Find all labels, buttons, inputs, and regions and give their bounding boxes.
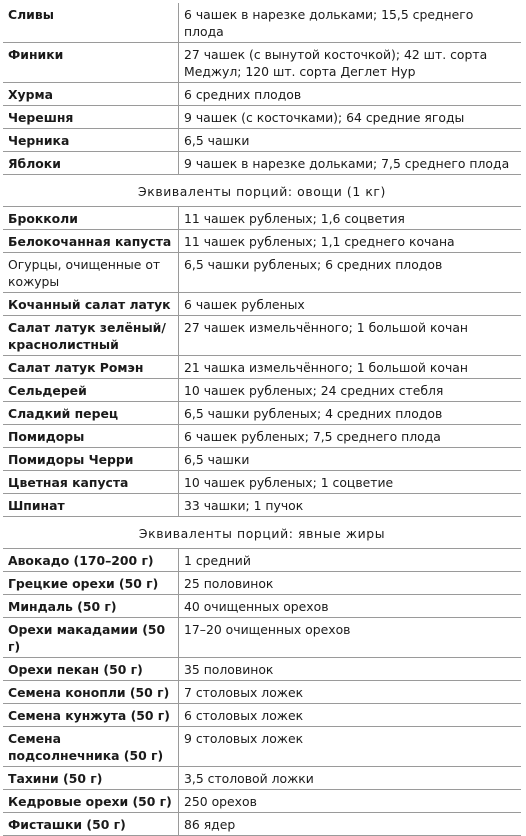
table-row <box>3 253 521 293</box>
item-amount-cell: 11 чашек рубленых; 1,6 соцветия <box>179 207 522 230</box>
table-row <box>3 790 521 813</box>
item-amount-cell: 250 орехов <box>179 790 522 813</box>
item-amount-cell: 27 чашек (с вынутой косточкой); 42 шт. сорта Меджул; 120 шт. сорта Деглет Нур <box>179 43 522 83</box>
item-amount-cell: 6 столовых ложек <box>179 704 522 727</box>
item-amount-cell: 6 чашек рубленых; 7,5 среднего плода <box>179 425 522 448</box>
item-name-cell: Сливы <box>3 3 179 43</box>
table-row <box>3 658 521 681</box>
item-amount-cell: 27 чашек измельчённого; 1 большой кочан <box>179 316 522 356</box>
item-amount-cell: 9 столовых ложек <box>179 727 522 767</box>
table-row <box>3 767 521 790</box>
section-header-row <box>3 175 521 207</box>
table-row <box>3 595 521 618</box>
item-name-cell: Семена кунжута (50 г) <box>3 704 179 727</box>
item-amount-cell: 11 чашек рубленых; 1,1 среднего кочана <box>179 230 522 253</box>
item-amount-cell: 25 половинок <box>179 572 522 595</box>
item-amount-cell: 6,5 чашки <box>179 129 522 152</box>
item-name-cell: Помидоры <box>3 425 179 448</box>
table-row <box>3 813 521 836</box>
item-name-cell: Финики <box>3 43 179 83</box>
item-name-cell: Орехи пекан (50 г) <box>3 658 179 681</box>
item-name-cell: Шпинат <box>3 494 179 517</box>
item-name-cell: Кедровые орехи (50 г) <box>3 790 179 813</box>
item-name-cell: Сладкий перец <box>3 402 179 425</box>
item-amount-cell: 10 чашек рубленых; 24 средних стебля <box>179 379 522 402</box>
item-amount-cell: 3,5 столовой ложки <box>179 767 522 790</box>
table-row <box>3 3 521 43</box>
item-amount-cell: 9 чашек (с косточками); 64 средние ягоды <box>179 106 522 129</box>
table-row <box>3 402 521 425</box>
table-row <box>3 494 521 517</box>
item-name-cell: Цветная капуста <box>3 471 179 494</box>
item-name-cell: Хурма <box>3 83 179 106</box>
item-name-cell: Орехи макадамии (50 г) <box>3 618 179 658</box>
item-name-cell: Грецкие орехи (50 г) <box>3 572 179 595</box>
table-row <box>3 618 521 658</box>
table-row <box>3 230 521 253</box>
item-amount-cell: 6 чашек в нарезке дольками; 15,5 среднего плода <box>179 3 522 43</box>
table-row <box>3 129 521 152</box>
table-row <box>3 379 521 402</box>
table-body <box>3 3 521 836</box>
table-row <box>3 152 521 175</box>
item-amount-cell: 6,5 чашки рубленых; 4 средних плодов <box>179 402 522 425</box>
item-name-cell: Яблоки <box>3 152 179 175</box>
item-name-cell: Черника <box>3 129 179 152</box>
item-name-cell: Семена конопли (50 г) <box>3 681 179 704</box>
portion-equivalents-table <box>3 3 521 836</box>
table-row <box>3 106 521 129</box>
item-name-cell: Черешня <box>3 106 179 129</box>
table-row <box>3 356 521 379</box>
item-amount-cell: 10 чашек рубленых; 1 соцветие <box>179 471 522 494</box>
item-name-cell: Кочанный салат латук <box>3 293 179 316</box>
item-amount-cell: 86 ядер <box>179 813 522 836</box>
item-amount-cell: 40 очищенных орехов <box>179 595 522 618</box>
item-amount-cell: 17–20 очищенных орехов <box>179 618 522 658</box>
item-name-cell: Миндаль (50 г) <box>3 595 179 618</box>
item-amount-cell: 6 чашек рубленых <box>179 293 522 316</box>
table-row <box>3 316 521 356</box>
item-amount-cell: 6,5 чашки <box>179 448 522 471</box>
table-row <box>3 448 521 471</box>
item-name-cell: Салат латук зелёный/ краснолистный <box>3 316 179 356</box>
item-amount-cell: 33 чашки; 1 пучок <box>179 494 522 517</box>
item-name-cell: Брокколи <box>3 207 179 230</box>
section-title: Эквиваленты порций: явные жиры <box>3 517 521 549</box>
table-row <box>3 549 521 572</box>
item-name-cell: Сельдерей <box>3 379 179 402</box>
table-row <box>3 572 521 595</box>
item-name-cell: Тахини (50 г) <box>3 767 179 790</box>
section-title: Эквиваленты порций: овощи (1 кг) <box>3 175 521 207</box>
table-row <box>3 207 521 230</box>
item-amount-cell: 9 чашек в нарезке дольками; 7,5 среднего плода <box>179 152 522 175</box>
section-header-row <box>3 517 521 549</box>
item-amount-cell: 7 столовых ложек <box>179 681 522 704</box>
table-row <box>3 43 521 83</box>
item-name-cell: Белокочанная капуста <box>3 230 179 253</box>
table-row <box>3 425 521 448</box>
item-name-cell: Салат латук Ромэн <box>3 356 179 379</box>
table-row <box>3 83 521 106</box>
item-name-cell: Огурцы, очищенные от кожуры <box>3 253 179 293</box>
table-row <box>3 704 521 727</box>
item-name-cell: Фисташки (50 г) <box>3 813 179 836</box>
item-amount-cell: 1 средний <box>179 549 522 572</box>
item-amount-cell: 21 чашка измельчённого; 1 большой кочан <box>179 356 522 379</box>
item-name-cell: Семена подсолнечника (50 г) <box>3 727 179 767</box>
table-row <box>3 471 521 494</box>
table-row <box>3 293 521 316</box>
table-row <box>3 727 521 767</box>
item-amount-cell: 6 средних плодов <box>179 83 522 106</box>
item-amount-cell: 35 половинок <box>179 658 522 681</box>
table-row <box>3 681 521 704</box>
item-name-cell: Помидоры Черри <box>3 448 179 471</box>
item-name-cell: Авокадо (170–200 г) <box>3 549 179 572</box>
item-amount-cell: 6,5 чашки рубленых; 6 средних плодов <box>179 253 522 293</box>
